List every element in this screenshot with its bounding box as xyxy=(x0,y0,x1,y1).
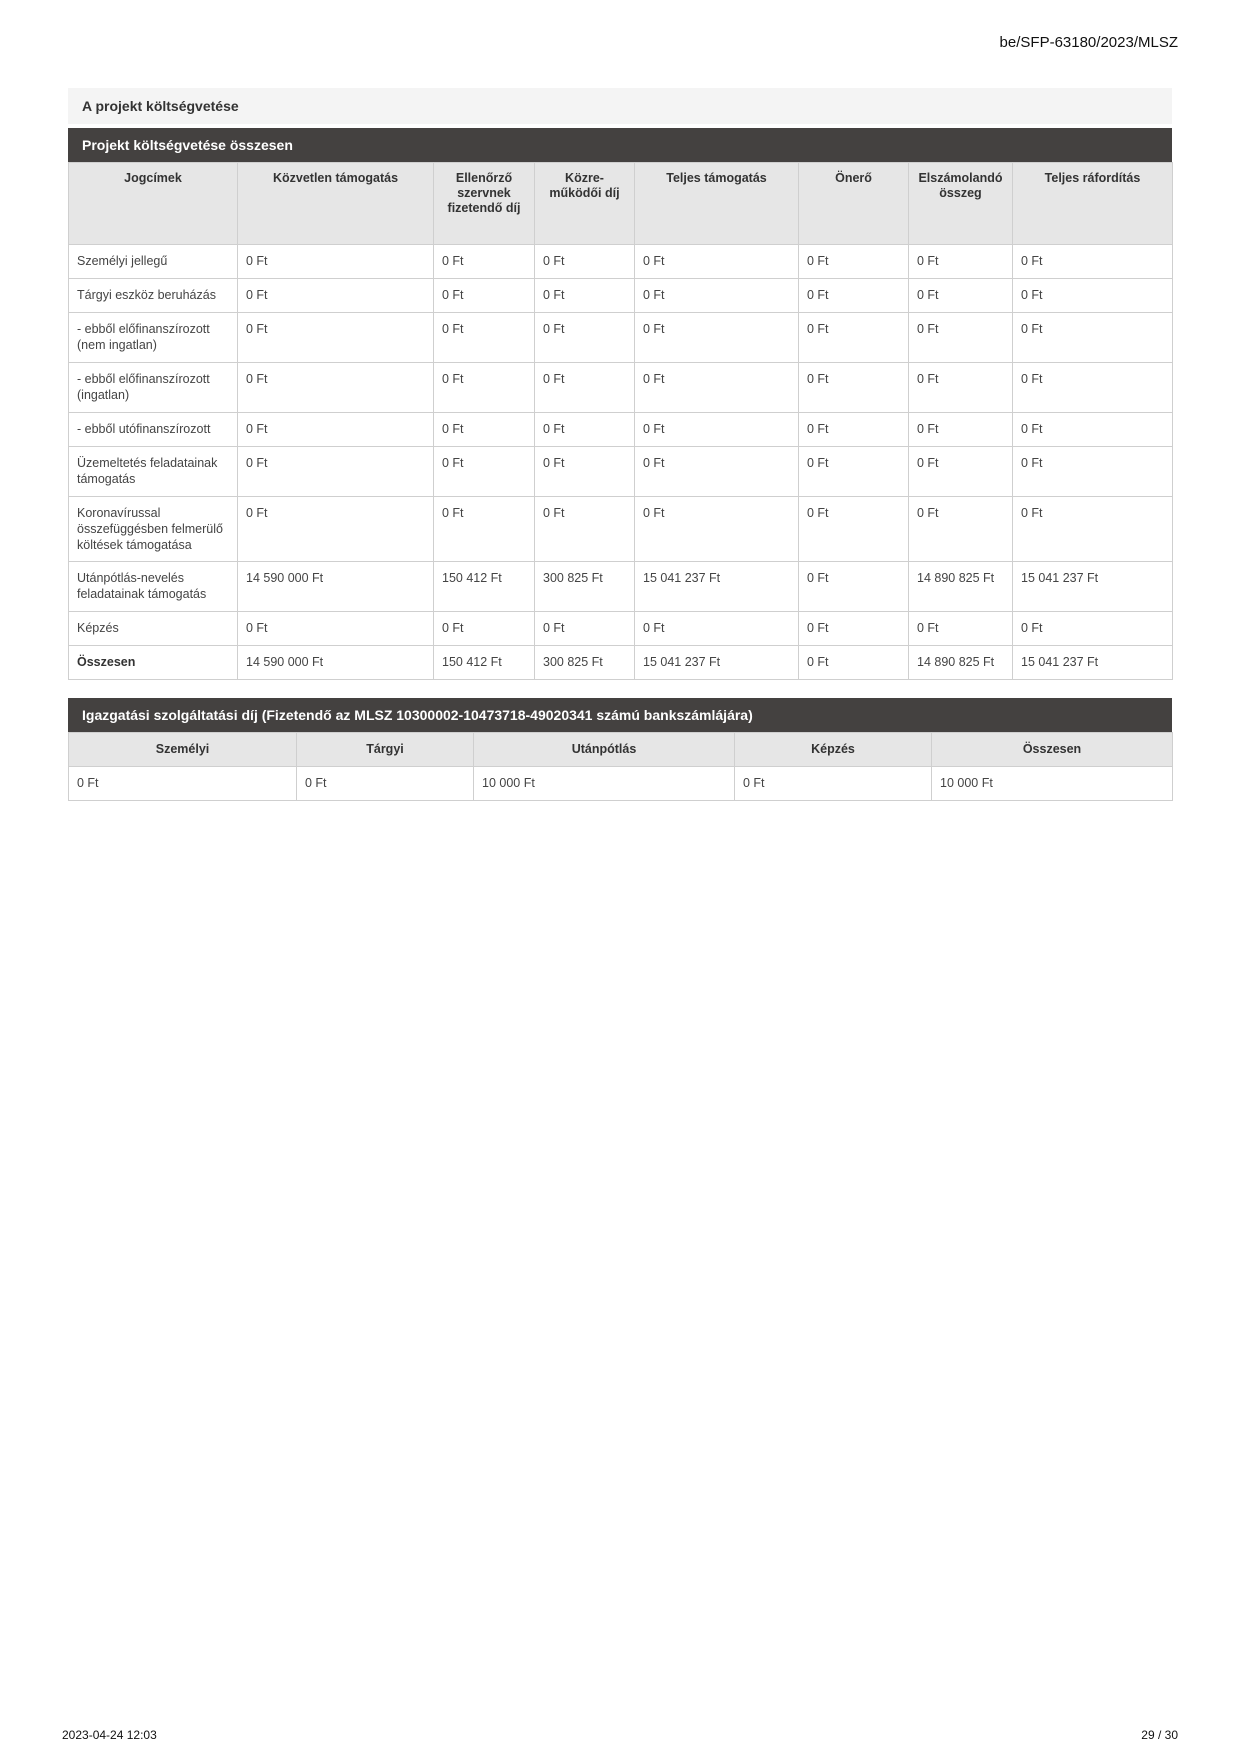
table-cell: 0 Ft xyxy=(535,313,635,363)
column-header: Utánpótlás xyxy=(474,733,735,767)
table-cell: 0 Ft xyxy=(1013,279,1173,313)
table-cell: 14 590 000 Ft xyxy=(238,562,434,612)
table-cell: - ebből utófinanszírozott xyxy=(69,413,238,447)
table-cell: 0 Ft xyxy=(535,279,635,313)
table-cell: 0 Ft xyxy=(69,767,297,801)
table-cell: 0 Ft xyxy=(1013,497,1173,562)
table-cell: 0 Ft xyxy=(635,363,799,413)
table-cell: 0 Ft xyxy=(238,497,434,562)
table-cell: 14 890 825 Ft xyxy=(909,646,1013,680)
column-header: Önerő xyxy=(799,163,909,245)
column-header: Teljes támogatás xyxy=(635,163,799,245)
table-cell: 150 412 Ft xyxy=(434,562,535,612)
table-row xyxy=(69,413,1173,447)
column-header: Közre-működői díj xyxy=(535,163,635,245)
table-cell: 0 Ft xyxy=(799,612,909,646)
table-cell: 0 Ft xyxy=(1013,363,1173,413)
table-cell: 0 Ft xyxy=(909,279,1013,313)
table-cell: Képzés xyxy=(69,612,238,646)
column-header: Közvetlen támogatás xyxy=(238,163,434,245)
table-cell: - ebből előfinanszírozott (ingatlan) xyxy=(69,363,238,413)
table-cell: 10 000 Ft xyxy=(474,767,735,801)
table-cell: 0 Ft xyxy=(799,363,909,413)
table-cell: 0 Ft xyxy=(238,279,434,313)
table-row xyxy=(69,279,1173,313)
table-cell: 0 Ft xyxy=(799,562,909,612)
table-cell: 0 Ft xyxy=(1013,413,1173,447)
table-cell: 14 590 000 Ft xyxy=(238,646,434,680)
column-header: Ellenőrző szervnek fizetendő díj xyxy=(434,163,535,245)
budget-panel xyxy=(68,128,1172,680)
table-cell: 0 Ft xyxy=(909,363,1013,413)
column-header: Tárgyi xyxy=(297,733,474,767)
table-cell: 0 Ft xyxy=(909,447,1013,497)
table-cell: 0 Ft xyxy=(238,447,434,497)
column-header: Elszámolandó összeg xyxy=(909,163,1013,245)
table-row xyxy=(69,497,1173,562)
budget-header-row xyxy=(69,163,1173,245)
table-cell: 0 Ft xyxy=(434,413,535,447)
table-cell: 300 825 Ft xyxy=(535,646,635,680)
table-cell: 0 Ft xyxy=(434,497,535,562)
table-cell: 0 Ft xyxy=(1013,612,1173,646)
fee-table xyxy=(68,732,1173,801)
table-cell: 0 Ft xyxy=(799,413,909,447)
table-cell: Tárgyi eszköz beruházás xyxy=(69,279,238,313)
table-cell: 0 Ft xyxy=(909,413,1013,447)
table-cell: 0 Ft xyxy=(535,497,635,562)
table-cell: 150 412 Ft xyxy=(434,646,535,680)
table-cell: 14 890 825 Ft xyxy=(909,562,1013,612)
table-cell: 0 Ft xyxy=(799,497,909,562)
table-cell: 0 Ft xyxy=(434,245,535,279)
table-cell: 0 Ft xyxy=(434,447,535,497)
table-cell: Összesen xyxy=(69,646,238,680)
section-title: A projekt költségvetése xyxy=(68,88,1172,124)
table-cell: 15 041 237 Ft xyxy=(1013,646,1173,680)
table-row xyxy=(69,447,1173,497)
table-cell: 0 Ft xyxy=(635,279,799,313)
table-cell: 0 Ft xyxy=(535,447,635,497)
column-header: Teljes ráfordítás xyxy=(1013,163,1173,245)
fee-panel-title: Igazgatási szolgáltatási díj (Fizetendő az MLSZ 10300002-10473718-49020341 számú bankszámlájára) xyxy=(68,698,1172,732)
table-cell: 0 Ft xyxy=(635,313,799,363)
table-cell: 0 Ft xyxy=(799,313,909,363)
table-cell: 0 Ft xyxy=(909,313,1013,363)
table-row xyxy=(69,245,1173,279)
table-row xyxy=(69,767,1173,801)
table-row xyxy=(69,363,1173,413)
table-cell: 0 Ft xyxy=(1013,245,1173,279)
table-cell: 0 Ft xyxy=(297,767,474,801)
table-cell: 0 Ft xyxy=(238,363,434,413)
column-header: Képzés xyxy=(735,733,932,767)
table-cell: 0 Ft xyxy=(535,413,635,447)
table-cell: 0 Ft xyxy=(635,413,799,447)
table-cell: 0 Ft xyxy=(535,245,635,279)
table-cell: 0 Ft xyxy=(799,447,909,497)
table-cell: 0 Ft xyxy=(635,447,799,497)
table-cell: Utánpótlás-nevelés feladatainak támogatás xyxy=(69,562,238,612)
table-cell: 0 Ft xyxy=(909,612,1013,646)
table-cell: 0 Ft xyxy=(635,612,799,646)
table-cell: 0 Ft xyxy=(909,497,1013,562)
table-cell: 0 Ft xyxy=(238,413,434,447)
table-cell: 0 Ft xyxy=(535,612,635,646)
fee-header-row xyxy=(69,733,1173,767)
table-cell: 10 000 Ft xyxy=(932,767,1173,801)
table-cell: 0 Ft xyxy=(434,363,535,413)
table-cell: 0 Ft xyxy=(635,497,799,562)
table-row xyxy=(69,313,1173,363)
table-cell: Üzemeltetés feladatainak támogatás xyxy=(69,447,238,497)
table-cell: 0 Ft xyxy=(434,279,535,313)
fee-panel xyxy=(68,698,1172,801)
table-cell: Koronavírussal összefüggésben felmerülő költések támogatása xyxy=(69,497,238,562)
page-number: 29 / 30 xyxy=(1141,1728,1178,1742)
table-cell: 0 Ft xyxy=(238,612,434,646)
table-cell: 0 Ft xyxy=(799,245,909,279)
table-cell: Személyi jellegű xyxy=(69,245,238,279)
table-cell: 0 Ft xyxy=(799,646,909,680)
total-row xyxy=(69,646,1173,680)
table-cell: 15 041 237 Ft xyxy=(635,562,799,612)
table-row xyxy=(69,612,1173,646)
table-cell: 0 Ft xyxy=(535,363,635,413)
column-header: Személyi xyxy=(69,733,297,767)
table-cell: 0 Ft xyxy=(1013,447,1173,497)
table-cell: 15 041 237 Ft xyxy=(635,646,799,680)
table-cell: 0 Ft xyxy=(799,279,909,313)
table-row xyxy=(69,562,1173,612)
table-cell: 0 Ft xyxy=(909,245,1013,279)
table-cell: 0 Ft xyxy=(238,245,434,279)
table-cell: 0 Ft xyxy=(238,313,434,363)
column-header: Összesen xyxy=(932,733,1173,767)
document-id: be/SFP-63180/2023/MLSZ xyxy=(999,34,1178,51)
table-cell: 15 041 237 Ft xyxy=(1013,562,1173,612)
table-cell: 300 825 Ft xyxy=(535,562,635,612)
footer-timestamp: 2023-04-24 12:03 xyxy=(62,1728,157,1742)
table-cell: 0 Ft xyxy=(635,245,799,279)
budget-table xyxy=(68,162,1173,680)
table-cell: 0 Ft xyxy=(434,313,535,363)
column-header: Jogcímek xyxy=(69,163,238,245)
table-cell: 0 Ft xyxy=(434,612,535,646)
budget-panel-title: Projekt költségvetése összesen xyxy=(68,128,1172,162)
table-cell: 0 Ft xyxy=(1013,313,1173,363)
table-cell: 0 Ft xyxy=(735,767,932,801)
table-cell: - ebből előfinanszírozott (nem ingatlan) xyxy=(69,313,238,363)
